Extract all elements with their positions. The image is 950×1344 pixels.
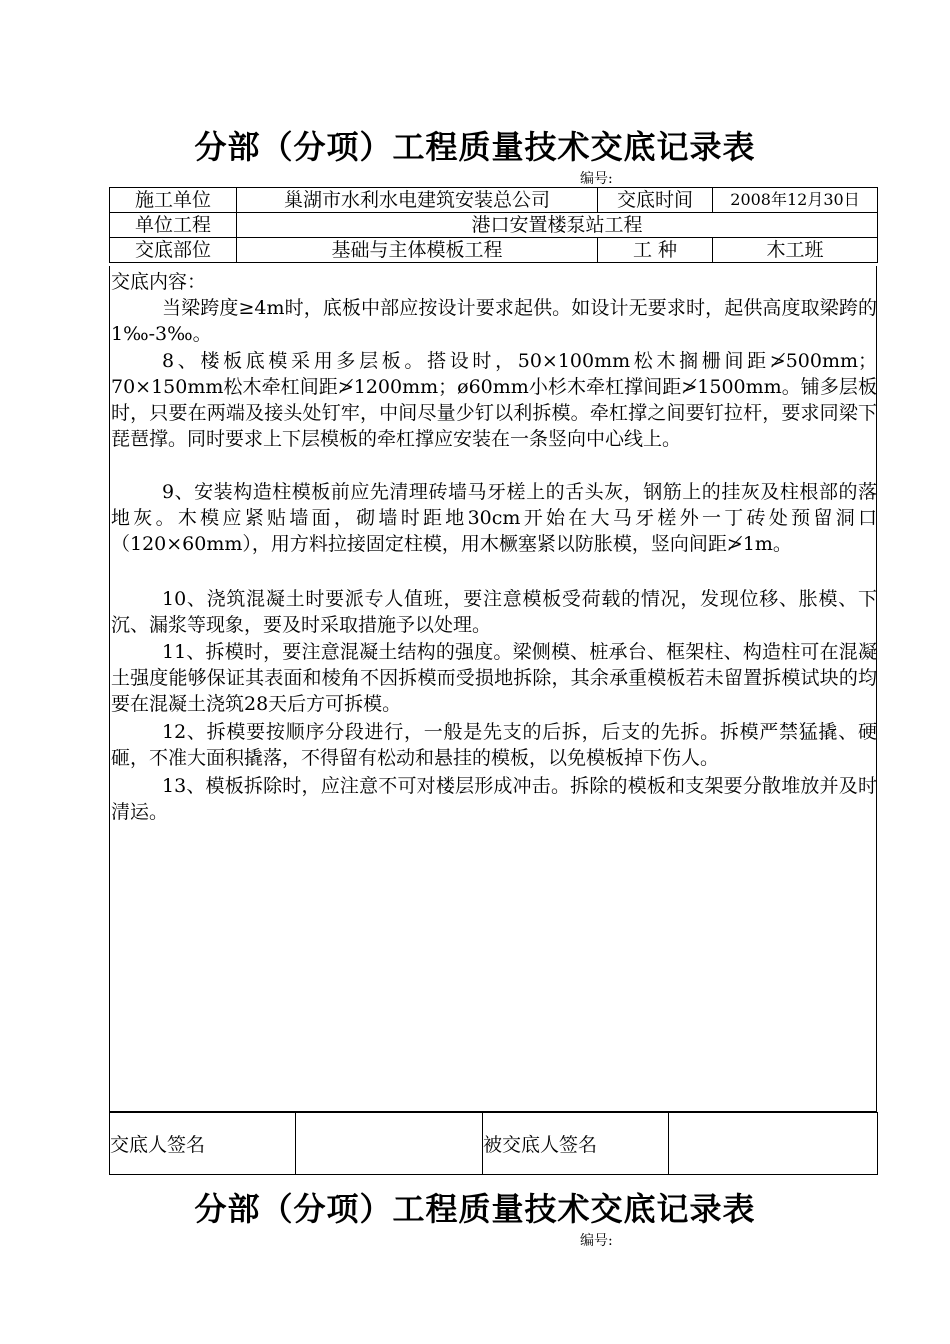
- content-paragraph: 当梁跨度≥4m时，底板中部应按设计要求起供。如设计无要求时，起供高度取梁跨的1‰-3‰。: [111, 297, 877, 345]
- receiver-signature-field[interactable]: [669, 1113, 878, 1175]
- project-label: 单位工程: [110, 213, 237, 238]
- content-paragraph: 12、拆模要按顺序分段进行，一般是先支的后拆，后支的先拆。拆模严禁猛撬、硬砸，不准大面积撬落，不得留有松动和悬挂的模板，以免模板掉下伤人。: [111, 721, 877, 769]
- time-label: 交底时间: [598, 188, 713, 213]
- part-value: 基础与主体模板工程: [237, 238, 598, 263]
- signature-table: [109, 1112, 878, 1175]
- content-label: 交底内容：: [111, 271, 207, 293]
- header-table: [109, 187, 878, 263]
- content-paragraph: 8、楼板底模采用多层板。搭设时，50×100mm松木搁栅间距≯500mm；70×150mm松木牵杠间距≯1200mm；ø60mm小杉木牵杠撑间距≯1500mm。铺多层板时，只要在两端及接头处钉牢，中间尽量少钉以利拆模。牵杠撑之间要钉拉杆，要求同梁下琵琶撑。同时要求上下层模板的牵杠撑应安装在一条竖向中心线上。: [111, 350, 877, 450]
- trade-value: 木工班: [713, 238, 878, 263]
- unit-value: 巢湖市水利水电建筑安装总公司: [237, 188, 598, 213]
- content-paragraph: 13、模板拆除时，应注意不可对楼层形成冲击。拆除的模板和支架要分散堆放并及时清运。: [111, 775, 877, 823]
- part-label: 交底部位: [110, 238, 237, 263]
- content-box: [109, 266, 877, 1112]
- unit-label: 施工单位: [110, 188, 237, 213]
- serial-number-label: 编号:: [580, 171, 613, 187]
- next-page-serial-label: 编号:: [580, 1233, 613, 1249]
- content-paragraph: 11、拆模时，要注意混凝土结构的强度。梁侧模、桩承台、框架柱、构造柱可在混凝土强度能够保证其表面和棱角不因拆模而受损地拆除，其余承重模板若未留置拆模试块的均要在混凝土浇筑28天后方可拆模。: [111, 641, 877, 715]
- discloser-signature-label: 交底人签名: [110, 1113, 296, 1175]
- receiver-signature-label: 被交底人签名: [483, 1113, 669, 1175]
- page-title: 分部（分项）工程质量技术交底记录表: [194, 128, 756, 166]
- trade-label: 工 种: [598, 238, 713, 263]
- project-value: 港口安置楼泵站工程: [237, 213, 878, 238]
- next-page-title: 分部（分项）工程质量技术交底记录表: [194, 1190, 756, 1228]
- content-paragraph: 9、安装构造柱模板前应先清理砖墙马牙槎上的舌头灰，钢筋上的挂灰及柱根部的落地灰。木模应紧贴墙面，砌墙时距地30cm开始在大马牙槎外一丁砖处预留洞口（120×60mm），用方料拉接固定柱模，用木橛塞紧以防胀模，竖向间距≯1m。: [111, 481, 877, 555]
- discloser-signature-field[interactable]: [296, 1113, 483, 1175]
- content-paragraph: 10、浇筑混凝土时要派专人值班，要注意模板受荷载的情况，发现位移、胀模、下沉、漏浆等现象，要及时采取措施予以处理。: [111, 588, 877, 636]
- time-value: 2008年12月30日: [713, 188, 878, 213]
